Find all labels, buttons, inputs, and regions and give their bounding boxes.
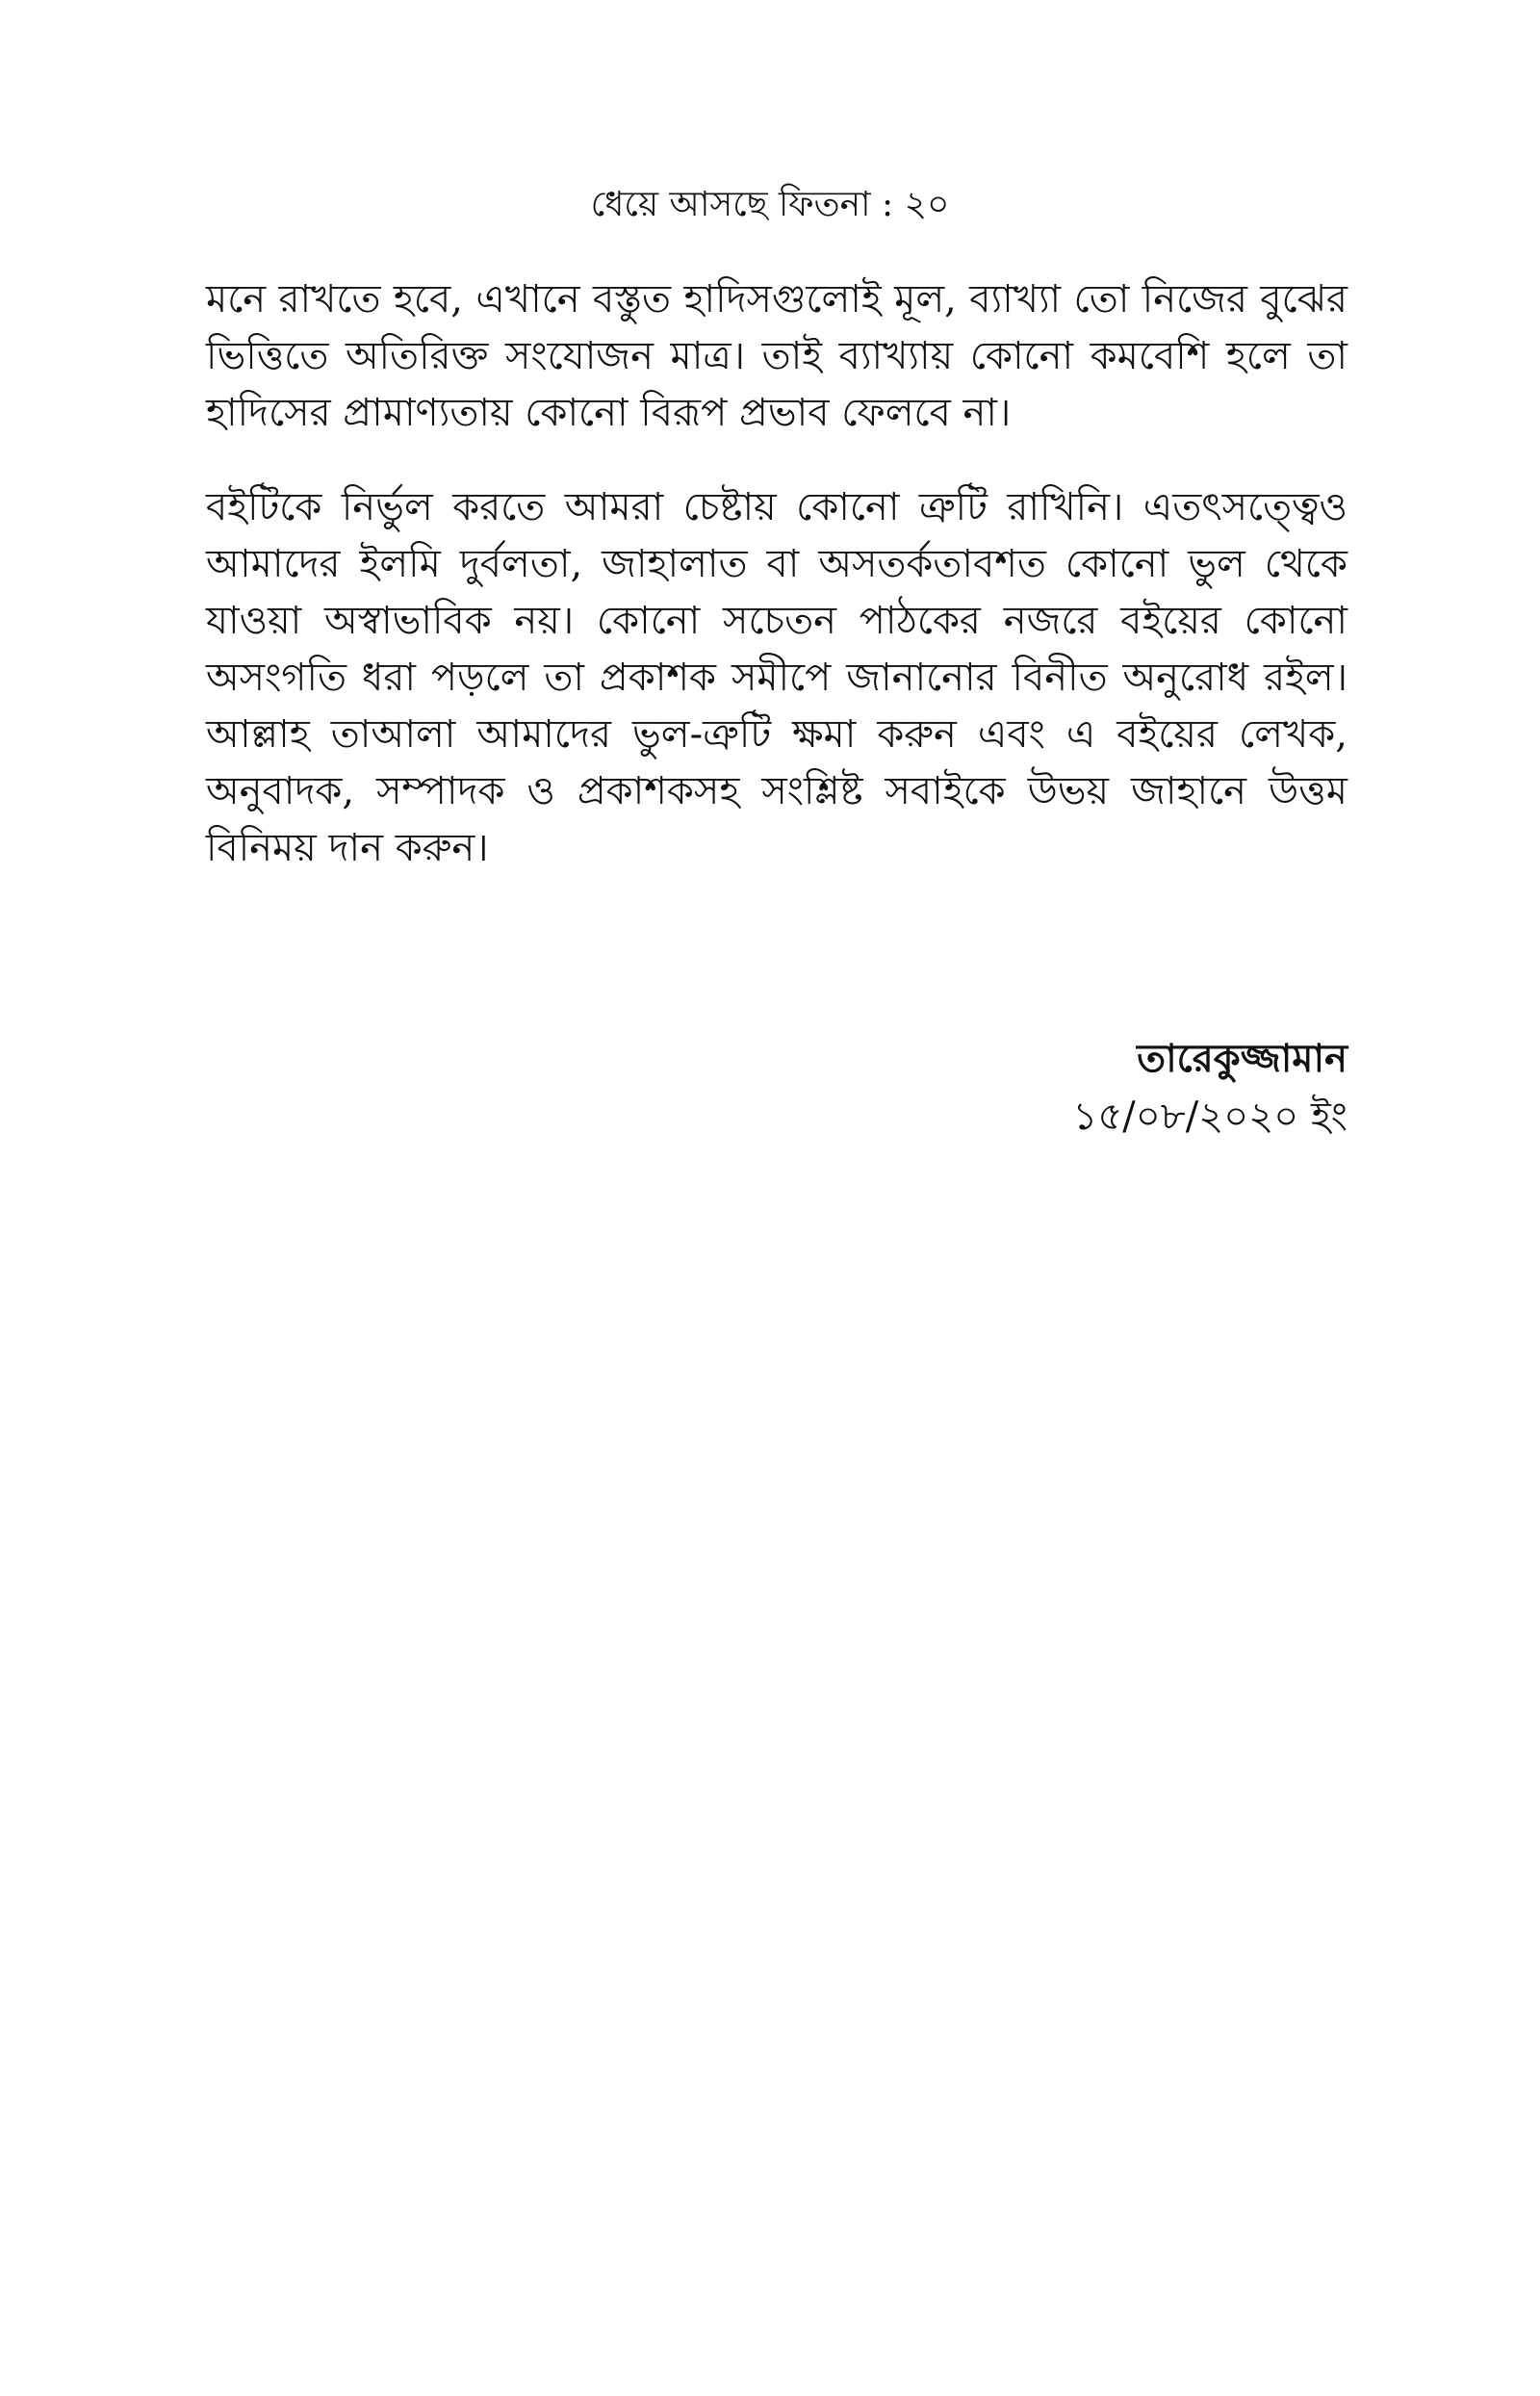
signature-block: [1072, 1030, 1348, 1146]
paragraph-explanation-note: মনে রাখতে হবে, এখানে বস্তুত হাদিসগুলোই মূল, ব্যাখ্যা তো নিজের বুঝের ভিত্তিতে অতিরিক্ত সংযোজন মাত্র। তাই ব্যাখ্যায় কোনো কমবেশি হলে তা হাদিসের প্রামাণ্যতায় কোনো বিরূপ প্রভাব ফেলবে না।: [206, 277, 1348, 435]
signature-date: ১৫/০৮/২০২০ ইং: [1072, 1095, 1348, 1139]
running-header: ধেয়ে আসছে ফিতনা : ২০: [590, 185, 950, 224]
author-name: তারেকুজ্জামান: [1137, 1036, 1348, 1081]
paragraph-error-request: বইটিকে নির্ভুল করতে আমরা চেষ্টায় কোনো ত্রুটি রাখিনি। এতৎসত্ত্বেও আমাদের ইলমি দুর্বলতা, জাহালাত বা অসতর্কতাবশত কোনো ভুল থেকে যাওয়া অস্বাভাবিক নয়। কোনো সচেতন পাঠকের নজরে বইয়ের কোনো অসংগতি ধরা পড়লে তা প্রকাশক সমীপে জানানোর বিনীত অনুরোধ রইল। আল্লাহ তাআলা আমাদের ভুল-ত্রুটি ক্ষমা করুন এবং এ বইয়ের লেখক, অনুবাদক, সম্পাদক ও প্রকাশকসহ সংশ্লিষ্ট সবাইকে উভয় জাহানে উত্তম বিনিময় দান করুন।: [206, 485, 1348, 870]
